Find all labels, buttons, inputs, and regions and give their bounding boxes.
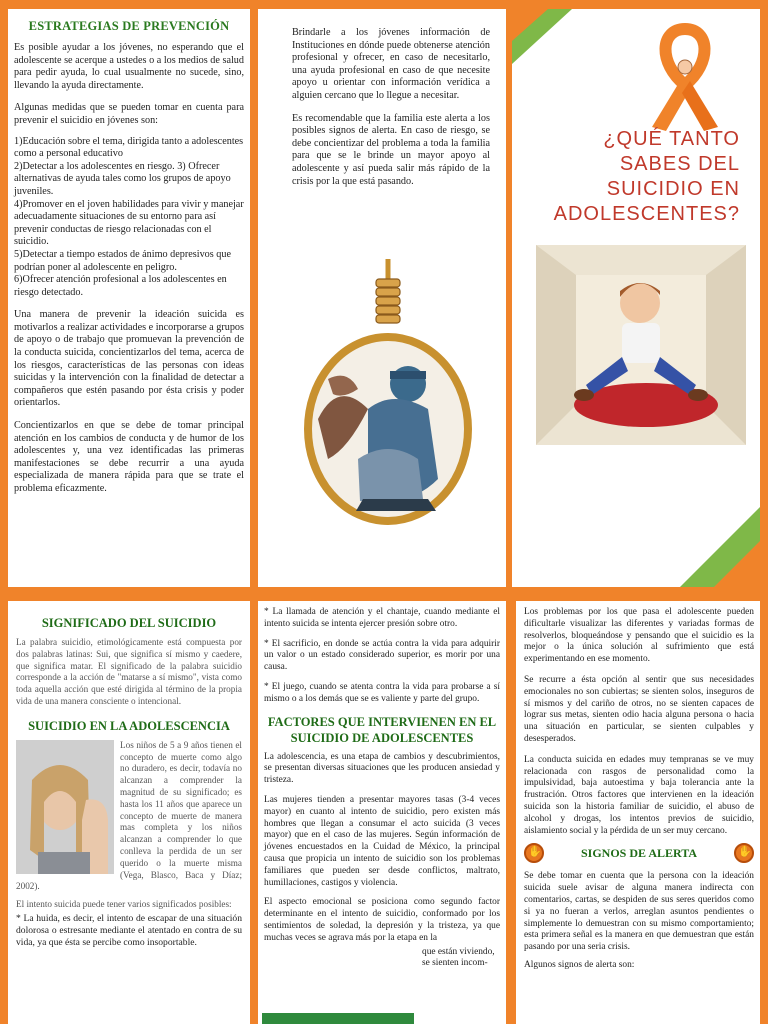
- panel-information: [258, 9, 506, 587]
- factors-title: FACTORES QUE INTERVIENEN EN EL SUICIDIO DE ADOLESCENTES: [267, 714, 497, 745]
- information-paragraph-2: Es recomendable que la familia este alerta a los posibles signos de alerta. En caso de riesgo, se debe concientizar del problema a toda la familia para que se le brinde un mayor apoyo al adolescente y así pueda salir más rápido de la crisis por la que está pasando.: [292, 112, 490, 187]
- warning-paragraph: Se debe tomar en cuenta que la persona con la ideación suicida suele avisar de alguna manera indirecta con comentarios, cartas, se despiden de sus seres queridos como si ya no fueran a verlos, arreglan asuntos pendientes o simplemente lo demuestran con su mismo comportamiento; esta primera señal es la manera en que demuestran que están pasando por una seria crisis.: [524, 871, 754, 953]
- green-banner: [262, 1013, 414, 1024]
- panel-cover: [512, 9, 760, 587]
- factor-bullet: * El sacrificio, en donde se actúa contra la vida para adquirir un valor o un estado considerado superior, es morir por una causa.: [264, 638, 500, 673]
- corner-decoration-bottom: [670, 497, 760, 587]
- noose-illustration: [298, 259, 478, 527]
- measure-item: 6)Ofrecer atención profesional a los adolescentes en riesgo detectado.: [14, 274, 227, 298]
- cover-title-line: ADOLESCENTES?: [553, 203, 740, 225]
- warning-signs-header: [524, 843, 754, 863]
- measure-item: 1)Educación sobre el tema, dirigida tanto a adolescentes como a personal educativo: [14, 135, 244, 160]
- panel-factors: [258, 601, 506, 1024]
- girl-stop-photo: [16, 740, 114, 874]
- measure-item: 2)Detectar a los adolescentes en riesgo. 3) Ofrecer alternativas de ayuda tales como los grupos de apoyo juveniles.: [14, 160, 231, 197]
- measure-item: 4)Promover en el joven habilidades para vivir y manejar adecuadamente situaciones de su entorno para así prevenir conductas de riesgo relacionadas con el suicidio.: [14, 198, 244, 248]
- adolescence-title: SUICIDIO EN LA ADOLESCENCIA: [28, 718, 230, 733]
- awareness-ribbon-icon: [640, 23, 730, 133]
- meaning-paragraph: La palabra suicidio, etimológicamente está compuesta por dos palabras latinas: Sui, que significa sí mismo y caedere, que significa matar. El significado de la palabra suicidio corresponde a la acción de "matarse a sí mismo", vista como toda aquella acción que esté dirigida al término de la propia vida de una manera consciente o intencional.: [16, 637, 242, 706]
- warning-signs-list-intro: Algunos signos de alerta son:: [524, 959, 635, 970]
- measures-intro: Algunas medidas que se pueden tomar en cuenta para prevenir el suicidio en jóvenes son:: [14, 102, 244, 126]
- meanings-intro: El intento suicida puede tener varios significados posibles:: [16, 899, 232, 910]
- cover-title-line: ¿QUÉ TANTO: [603, 128, 740, 150]
- prevention-intro: Es posible ayudar a los jóvenes, no esperando que el adolescente se acerque a ustedes o a los medios de salud para pedir ayuda, lo cual usualmente no sucede, sino, llevando la ayuda directamente.: [14, 42, 244, 91]
- factors-paragraph-1: La adolescencia, es una etapa de cambios y descubrimientos, se presentan diversas situaciones que les producen ansiedad y tristeza.: [264, 751, 500, 786]
- factor-bullet: * La llamada de atención y el chantaje, cuando mediante el intento suicida se intenta ejercer presión sobre otro.: [264, 607, 500, 629]
- measure-item: 5)Detectar a tiempo estados de ánimo depresivos que podrían poner al adolescente en peligro.: [14, 248, 231, 273]
- stop-hand-icon: [734, 843, 754, 863]
- factor-bullet: * El juego, cuando se atenta contra la vida para probarse a sí mismo o a los demás que se es valiente y parte del grupo.: [264, 681, 500, 704]
- cover-title: [540, 127, 740, 227]
- factors-paragraph-3-tail: que están viviendo, se sienten incom-: [422, 946, 495, 969]
- information-paragraph-1: Brindarle a los jóvenes información de Instituciones en dónde puede obtenerse atención profesional y ofrecer, en caso de necesitarlo, una ayuda profesional en caso de que necesite apoyo u orientar con información verídica a alguien cercano que lo llegue a necesitar.: [292, 27, 490, 101]
- corner-decoration-top: [512, 9, 582, 79]
- measures-list: [14, 136, 244, 300]
- panel-prevention-strategies: [8, 9, 250, 587]
- panel-meaning: [8, 601, 250, 1024]
- needs-paragraph: Se recurre a ésta opción al sentir que sus necesidades emocionales no son cubiertas; se sienten solos, inseguros de sí mismos y del cariño de otros, no se sienten capaces de lograr sus metas, sienten odio hacia alguna persona o hacia una situación en particular, se sienten culpables y desesperados.: [524, 674, 754, 744]
- cover-title-line: SABES DEL: [619, 153, 740, 175]
- cover-title-line: SUICIDIO EN: [606, 178, 740, 200]
- prevention-paragraph-3: Una manera de prevenir la ideación suicida es motivarlos a realizar actividades e incorporarse a grupos de apoyo o de trabajo que promuevan la prevención de la conducta suicida, concientizarlos del tema, acerca de los riesgos, características de las personas con ideas suicidas y la intervención con la finalidad de detectar a compañeros que estén pasando por ésta crisis y poder orientarlos.: [14, 309, 244, 409]
- behavior-paragraph: La conducta suicida en edades muy tempranas se ve muy relacionada con rasgos de personalidad como la impulsividad, baja autoestima y baja tolerancia ante la frustración. Otros factores que intervienen en la ideación suicida son la historia familiar de suicidio, el abuso de alcohol y drogas, los intentos previos de suicidio, aislamiento social y la pérdida de un ser muy cercano.: [524, 754, 754, 836]
- stop-hand-icon: [524, 843, 544, 863]
- meaning-bullet: * La huida, es decir, el intento de escapar de una situación dolorosa o estresante mediante el atentado en contra de su vida, ya que ésta se percibe como insoportable.: [16, 912, 242, 948]
- warning-signs-title: SIGNOS DE ALERTA: [580, 845, 698, 860]
- prevention-title: ESTRATEGIAS DE PREVENCIÓN: [28, 19, 230, 33]
- meaning-title: SIGNIFICADO DEL SUICIDIO: [41, 616, 217, 630]
- prevention-paragraph-4: Concientizarlos en que se debe de tomar principal atención en los cambios de conducta y de humor de los adolescentes y, una vez identificadas las primeras manifestaciones se debe recurrir a una ayuda especializada de manera rápida para que se trate el problema eficazmente.: [14, 420, 244, 494]
- factors-paragraph-3: El aspecto emocional se posiciona como segundo factor determinante en el intento de suicidio, conformado por los sentimientos de soledad, la depresión y la tristeza, ya que muchas veces se agrava más por la etapa en la: [264, 897, 500, 943]
- problems-paragraph: Los problemas por los que pasa el adolescente pueden dificultarle visualizar las diferentes y variadas formas de resolverlos, bloqueándose y pensando que el suicidio es la mejor o la única solución al sufrimiento que está experimentando en ese momento.: [524, 607, 754, 665]
- panel-warning-signs: [516, 601, 760, 1024]
- children-paragraph: Los niños de 5 a 9 años tienen el concepto de muerte como algo no duradero, es decir, todavía no alcanzan a comprender la magnitud de su significado; es hasta los 11 años que aparece un concepto de muerte de manera mas completa y los niños alcanzan a comprender lo que conlleva la perdida de un ser querido o la muerte misma (Vega, Blasco, Baca y Díaz; 2002).: [16, 739, 242, 892]
- factors-paragraph-2: Las mujeres tienden a presentar mayores tasas (3-4 veces mayor) en cuanto al intento de suicidio, pero existen más hombres que llegan a consumar el acto suicida (3 veces mayor) que en el caso de las mujeres. Según información de jóvenes encuestados en la Cuidad de México, la principal causa que propicia un intento de suicidio son los problemas familiares que pueden ser desde conflictos, maltrato, humillaciones, castigos y violencia.: [264, 794, 500, 888]
- sitting-boy-illustration: [536, 245, 746, 445]
